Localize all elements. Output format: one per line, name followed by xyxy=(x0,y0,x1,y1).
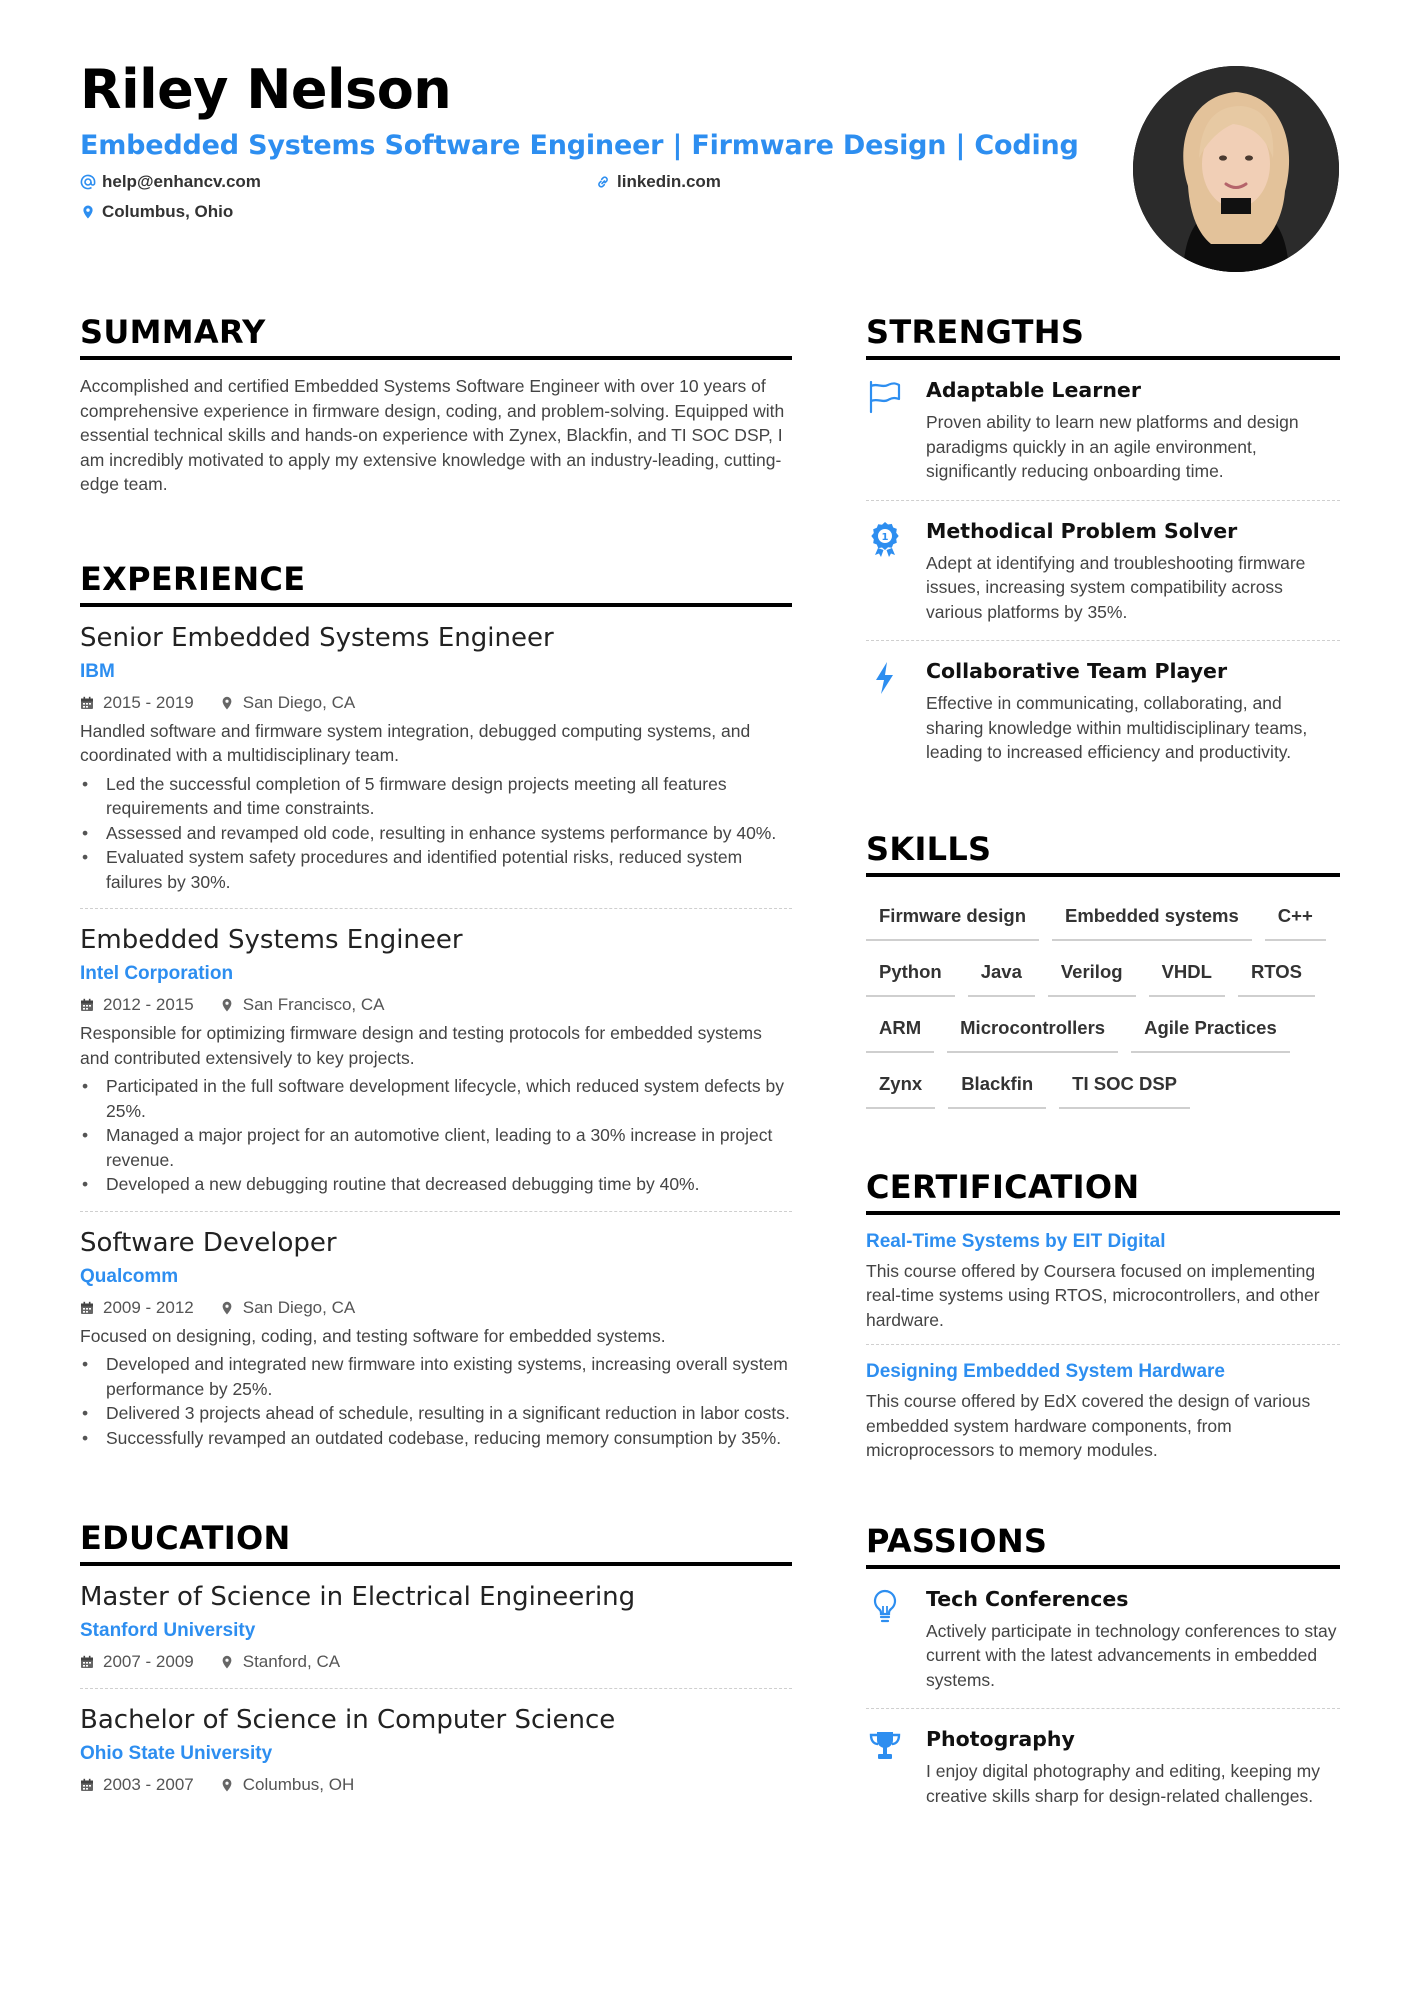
passion-title: Tech Conferences xyxy=(926,1586,1129,1611)
experience-title: EXPERIENCE xyxy=(80,557,792,607)
skill-tag: Python xyxy=(866,947,955,997)
link-icon xyxy=(595,174,611,190)
passion-description: I enjoy digital photography and editing, keeping my creative skills sharp for design-related challenges. xyxy=(926,1761,1321,1806)
job-description: Handled software and firmware system integration, debugged computing systems, and coordinated with a multidisciplinary team. xyxy=(80,720,751,765)
job-location: San Diego, CA xyxy=(242,692,356,712)
job-title: Embedded Systems Engineer xyxy=(80,925,463,955)
company-name: IBM xyxy=(80,660,115,682)
job-meta xyxy=(80,993,792,1017)
skill-tag: ARM xyxy=(866,1003,934,1053)
certification-description: This course offered by EdX covered the design of various embedded system hardware components, from microprocessors to memory modules. xyxy=(866,1391,1311,1460)
job-description: Focused on designing, coding, and testing software for embedded systems. xyxy=(80,1325,666,1346)
calendar-icon xyxy=(80,1655,94,1669)
candidate-headline: Embedded Systems Software Engineer | Firmware Design | Coding xyxy=(80,130,1079,161)
skills-title: SKILLS xyxy=(866,827,1340,877)
job-bullet: • Developed and integrated new firmware into existing systems, increasing overall system performance by 25%. xyxy=(106,1352,792,1401)
left-column xyxy=(80,310,792,1811)
skill-tag: Java xyxy=(968,947,1035,997)
degree-title: Master of Science in Electrical Engineering xyxy=(80,1582,636,1612)
candidate-name: Riley Nelson xyxy=(80,58,452,121)
job-meta xyxy=(80,691,792,715)
job-bullets xyxy=(80,772,792,895)
calendar-icon xyxy=(80,998,94,1012)
calendar-icon xyxy=(80,1778,94,1792)
strength-description: Effective in communicating, collaborating, and sharing knowledge within multidisciplinary teams, leading to increased efficiency and productivity. xyxy=(926,693,1308,762)
skills-section xyxy=(866,827,1340,1109)
job-entry xyxy=(80,607,792,910)
strength-item xyxy=(866,501,1340,642)
job-bullet: • Participated in the full software development lifecycle, which reduced system defects by 25%. xyxy=(106,1074,792,1123)
certification-item xyxy=(866,1345,1340,1475)
job-bullet: • Evaluated system safety procedures and identified potential risks, reduced system failures by 30%. xyxy=(106,845,792,894)
job-entry xyxy=(80,1212,792,1465)
location-pin-icon xyxy=(80,204,96,220)
education-dates: 2003 - 2007 xyxy=(103,1775,194,1794)
job-entry xyxy=(80,909,792,1212)
school-name: Ohio State University xyxy=(80,1743,273,1764)
summary-section xyxy=(80,310,792,497)
strength-description: Adept at identifying and troubleshooting firmware issues, increasing system compatibility across various platforms by 35%. xyxy=(926,552,1306,622)
passion-item xyxy=(866,1709,1340,1824)
strengths-section xyxy=(866,310,1340,781)
contact-email[interactable] xyxy=(80,172,261,192)
strength-item xyxy=(866,360,1340,501)
skills-list xyxy=(866,891,1340,1109)
experience-section xyxy=(80,557,792,1465)
job-bullet: • Managed a major project for an automotive client, leading to a 30% increase in project revenue. xyxy=(106,1123,792,1172)
degree-title: Bachelor of Science in Computer Science xyxy=(80,1705,616,1735)
company-name: Qualcomm xyxy=(80,1265,179,1287)
passions-title: PASSIONS xyxy=(866,1519,1340,1569)
education-entry xyxy=(80,1689,792,1811)
location-text: Columbus, Ohio xyxy=(102,202,234,221)
skill-tag: Blackfin xyxy=(948,1059,1046,1109)
job-bullets xyxy=(80,1074,792,1197)
location-pin-icon xyxy=(220,1301,234,1315)
certification-item xyxy=(866,1215,1340,1346)
strength-title: Adaptable Learner xyxy=(926,378,1141,402)
skill-tag: Agile Practices xyxy=(1131,1003,1290,1053)
skill-tag: Verilog xyxy=(1048,947,1136,997)
skill-tag: Embedded systems xyxy=(1052,891,1252,941)
calendar-icon xyxy=(80,1301,94,1315)
skill-tag: RTOS xyxy=(1238,947,1315,997)
skill-tag: Firmware design xyxy=(866,891,1039,941)
location-pin-icon xyxy=(220,696,234,710)
job-dates: 2012 - 2015 xyxy=(103,995,194,1014)
job-description: Responsible for optimizing firmware design and testing protocols for embedded systems and contributed extensively to key projects. xyxy=(80,1023,762,1068)
job-dates: 2009 - 2012 xyxy=(103,1297,194,1317)
certification-title: CERTIFICATION xyxy=(866,1165,1340,1215)
strengths-title: STRENGTHS xyxy=(866,310,1340,360)
job-bullet: • Assessed and revamped old code, resulting in enhance systems performance by 40%. xyxy=(106,821,792,846)
education-title: EDUCATION xyxy=(80,1516,792,1566)
location-pin-icon xyxy=(220,1778,234,1792)
education-meta xyxy=(80,1773,792,1797)
calendar-icon xyxy=(80,696,94,710)
at-icon xyxy=(80,174,96,190)
lightbulb-icon xyxy=(866,1587,904,1625)
job-location: San Diego, CA xyxy=(242,1297,356,1317)
education-meta xyxy=(80,1650,792,1674)
education-entry xyxy=(80,1566,792,1689)
certification-name: Designing Embedded System Hardware xyxy=(866,1361,1225,1382)
job-bullets xyxy=(80,1352,792,1450)
certification-name: Real-Time Systems by EIT Digital xyxy=(866,1230,1166,1252)
portrait-image xyxy=(1133,66,1339,272)
certification-section xyxy=(866,1165,1340,1475)
school-name: Stanford University xyxy=(80,1620,256,1641)
summary-title: SUMMARY xyxy=(80,310,792,360)
company-name: Intel Corporation xyxy=(80,963,234,984)
passion-item xyxy=(866,1569,1340,1710)
flag-icon xyxy=(866,378,904,416)
job-bullet: • Developed a new debugging routine that decreased debugging time by 40%. xyxy=(106,1172,792,1197)
lightning-icon xyxy=(866,659,904,697)
passion-title: Photography xyxy=(926,1727,1075,1751)
skill-tag: Microcontrollers xyxy=(947,1003,1118,1053)
linkedin-text: linkedin.com xyxy=(617,172,721,191)
education-section xyxy=(80,1516,792,1811)
right-column xyxy=(866,310,1340,1824)
strength-description: Proven ability to learn new platforms and design paradigms quickly in an agile environment, significantly reducing onboarding time. xyxy=(926,412,1299,481)
job-title: Software Developer xyxy=(80,1227,337,1258)
job-location: San Francisco, CA xyxy=(242,995,385,1014)
profile-photo xyxy=(1133,66,1339,272)
job-dates: 2015 - 2019 xyxy=(103,692,194,712)
job-bullet: • Delivered 3 projects ahead of schedule, resulting in a significant reduction in labor costs. xyxy=(106,1401,792,1426)
job-meta xyxy=(80,1296,792,1320)
skill-tag: TI SOC DSP xyxy=(1059,1059,1190,1109)
trophy-icon xyxy=(866,1727,904,1765)
strength-item xyxy=(866,641,1340,781)
svg-text:1: 1 xyxy=(881,531,889,543)
job-bullet: • Led the successful completion of 5 firmware design projects meeting all features requirements and time constraints. xyxy=(106,772,792,821)
location-pin-icon xyxy=(220,998,234,1012)
strength-title: Methodical Problem Solver xyxy=(926,518,1238,543)
education-location: Columbus, OH xyxy=(242,1775,355,1794)
job-bullet: • Successfully revamped an outdated codebase, reducing memory consumption by 35%. xyxy=(106,1426,792,1451)
award-icon xyxy=(866,519,904,557)
skill-tag: C++ xyxy=(1265,891,1326,941)
passions-section xyxy=(866,1519,1340,1825)
passion-description: Actively participate in technology conferences to stay current with the latest advancements in embedded systems. xyxy=(926,1620,1337,1690)
contact-location xyxy=(80,202,233,222)
strength-title: Collaborative Team Player xyxy=(926,659,1228,683)
location-pin-icon xyxy=(220,1655,234,1669)
summary-text: Accomplished and certified Embedded Systems Software Engineer with over 10 years of comprehensive experience in firmware design, coding, and problem-solving. Equipped with essential technical skills and hands-on experience with Zynex, Blackfin, and TI SOC DSP, I am incredibly motivated to apply my extensive knowledge with an industry-leading, cutting-edge team. xyxy=(80,376,785,494)
email-text: help@enhancv.com xyxy=(102,172,261,191)
contact-linkedin[interactable] xyxy=(595,172,721,192)
job-title: Senior Embedded Systems Engineer xyxy=(80,622,554,653)
education-location: Stanford, CA xyxy=(242,1652,341,1671)
skill-tag: Zynx xyxy=(866,1059,935,1109)
certification-description: This course offered by Coursera focused on implementing real-time systems using RTOS, microcontrollers, and other hardware. xyxy=(866,1260,1320,1330)
skill-tag: VHDL xyxy=(1149,947,1225,997)
education-dates: 2007 - 2009 xyxy=(103,1652,194,1671)
